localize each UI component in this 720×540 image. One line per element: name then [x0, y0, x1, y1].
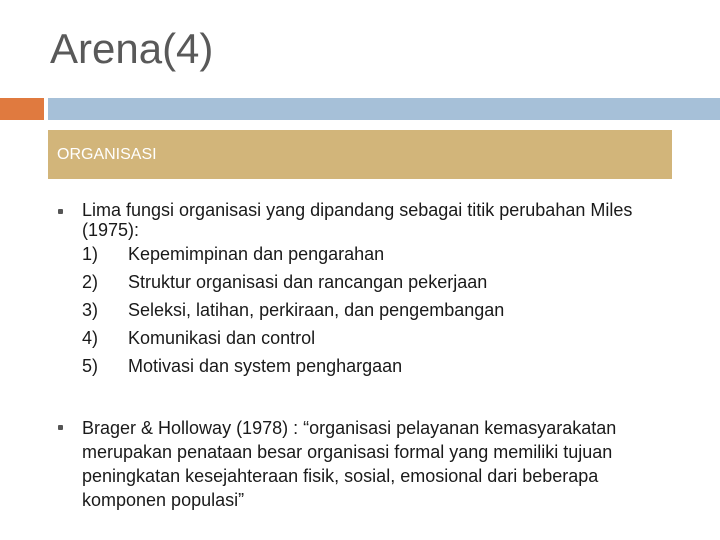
list-text: Seleksi, latihan, perkiraan, dan pengembangan: [128, 300, 505, 320]
bullet-item: [82, 200, 662, 380]
bullet-quote-text: Brager & Holloway (1978) : “organisasi pelayanan kemasyarakatan merupakan penataan besar organisasi formal yang memiliki tujuan peningkatan kesejahteraan fisik, sosial, emosional dari beberapa komponen populasi”: [82, 418, 617, 510]
bullet-marker: [58, 425, 63, 430]
list-number: 2): [82, 272, 99, 292]
list-number: 3): [82, 300, 99, 320]
accent-bar-blue: [48, 98, 720, 120]
list-text: Motivasi dan system penghargaan: [128, 356, 403, 376]
list-number: 5): [82, 356, 99, 376]
function-list: [82, 240, 662, 380]
bullet-marker: [58, 209, 63, 214]
section-header-label: ORGANISASI: [57, 146, 157, 163]
list-text: Struktur organisasi dan rancangan pekerjaan: [128, 272, 488, 292]
bullet-intro-text: Lima fungsi organisasi yang dipandang sebagai titik perubahan Miles (1975):: [82, 200, 633, 240]
list-number: 1): [82, 244, 99, 264]
list-text: Kepemimpinan dan pengarahan: [128, 244, 385, 264]
list-item: [82, 352, 662, 380]
slide-title: Arena(4): [50, 25, 214, 72]
bullet-item: [82, 416, 662, 512]
section-header: [48, 130, 672, 179]
list-item: [82, 324, 662, 352]
list-text: Komunikasi dan control: [128, 328, 316, 348]
list-item: [82, 268, 662, 296]
list-item: [82, 296, 662, 324]
list-number: 4): [82, 328, 99, 348]
accent-bar-orange: [0, 98, 44, 120]
list-item: [82, 240, 662, 268]
